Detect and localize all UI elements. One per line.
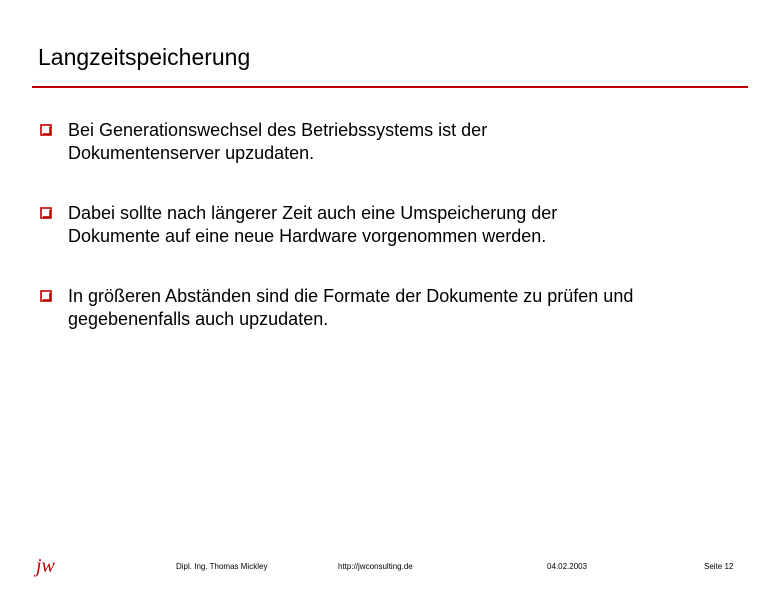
hollow-square-bullet-icon: [40, 207, 52, 219]
jw-logo: jw: [36, 555, 55, 577]
bullet-text-line: Dabei sollte nach längerer Zeit auch eine Umspeicherung der: [68, 203, 558, 223]
bullet-text-line: Bei Generationswechsel des Betriebssystems ist der: [68, 120, 488, 140]
slide-footer: [0, 555, 780, 579]
bullet-list: [38, 119, 758, 368]
bullet-item: [38, 202, 758, 248]
footer-page-number: Seite 12: [704, 562, 734, 571]
bullet-text-line: Dokumentenserver upzudaten.: [68, 143, 315, 163]
bullet-item: [38, 285, 758, 331]
footer-author: Dipl. Ing. Thomas Mickley: [176, 562, 268, 571]
title-divider: [32, 86, 748, 88]
footer-url: http://jwconsulting.de: [338, 562, 413, 571]
hollow-square-bullet-icon: [40, 124, 52, 136]
footer-date: 04.02.2003: [547, 562, 588, 571]
slide-title: Langzeitspeicherung: [38, 44, 251, 70]
bullet-text-line: In größeren Abständen sind die Formate der Dokumente zu prüfen und: [68, 286, 634, 306]
bullet-text-line: gegebenenfalls auch upzudaten.: [68, 309, 329, 329]
hollow-square-bullet-icon: [40, 290, 52, 302]
bullet-text-line: Dokumente auf eine neue Hardware vorgenommen werden.: [68, 226, 547, 246]
bullet-item: [38, 119, 758, 165]
